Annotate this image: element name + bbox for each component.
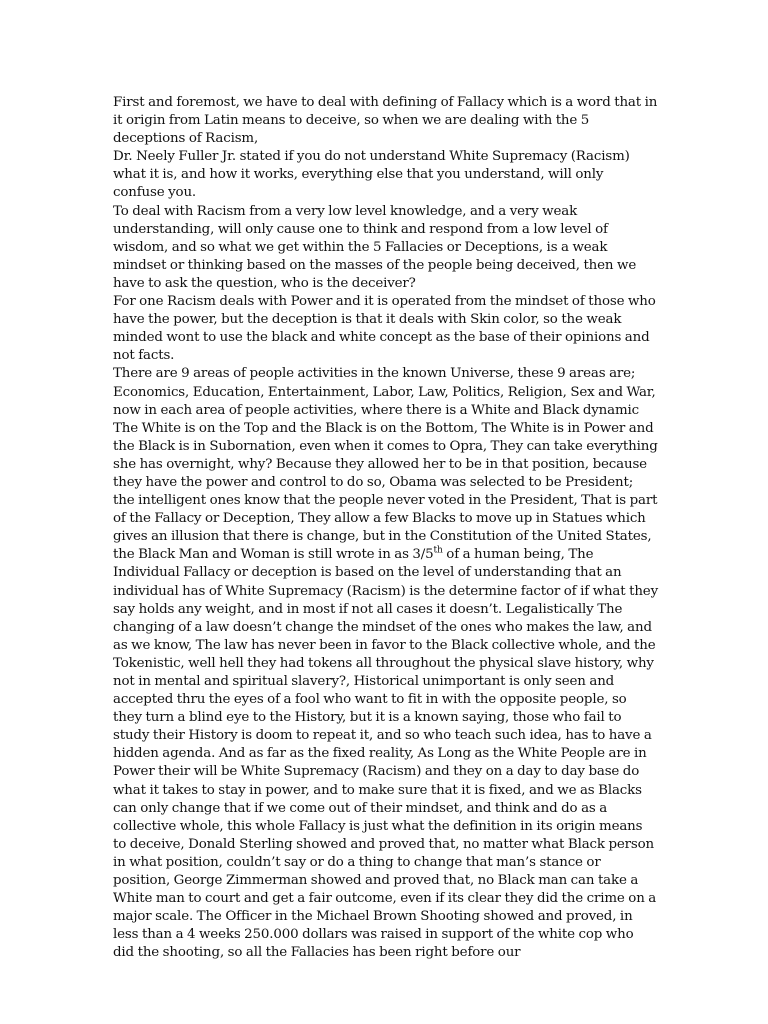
document-body xyxy=(113,94,658,963)
paragraph-low-level-knowledge: To deal with Racism from a very low level knowledge, and a very weak understanding, will only cause one to think and respond from a low level of wisdom, and so what we get within the 5 Fallacies or Deceptions, is a weak mindset or thinking based on the masses of the people being deceived, then we have to ask the question, who is the deceiver? xyxy=(113,203,637,291)
paragraph-racism-power: For one Racism deals with Power and it is operated from the mindset of those who have the power, but the deception is that it deals with Skin color, so the weak minded wont to use the black and white concept as the base of their opinions and not facts. xyxy=(113,294,656,364)
nine-areas-text-part-1: There are 9 areas of people activities in the known Universe, these 9 areas are; Economics, Education, Entertainment, Labor, Law, Politics, Religion, Sex and War, now in each area of people activities, where there is a White and Black dynamic The White is on the Top and the Black is on the Bottom, The White is in Power and the Black is in Subornation, even when it comes to Opra, They can take everything she has overnight, why? Because they allowed her to be in that position, because they have the power and control to do so, Obama was selected to be President; the intelligent ones know that the people never voted in the President, That is part of the Fallacy or Deception, They allow a few Blacks to move up in Statues which gives an illusion that there is change, but in the Constitution of the United States, the Black Man and Woman is still wrote in as 3/5 xyxy=(113,366,658,563)
paragraph-neely-fuller-quote: Dr. Neely Fuller Jr. stated if you do not understand White Supremacy (Racism) what it is, and how it works, everything else that you understand, will only confuse you. xyxy=(113,149,630,201)
nine-areas-text-part-2: of a human being, The Individual Fallacy or deception is based on the level of understanding that an individual has of White Supremacy (Racism) is the determine factor of if what they say holds any weight, and in most if not all cases it doesn’t. Legalistically The changing of a law doesn’t change the mindset of the ones who makes the law, and as we know, The law has never been in favor to the Black collective whole, and the Tokenistic, well hell they had tokens all throughout the physical slave history, why not in mental and spiritual slavery?, Historical unimportant is only seen and accepted thru the eyes of a fool who want to fit in with the opposite people, so they turn a blind eye to the History, but it is a known saying, those who fail to study their History is doom to repeat it, and so who teach such idea, has to have a hidden agenda. And as far as the fixed reality, As Long as the White People are in Power their will be White Supremacy (Racism) and they on a day to day base do what it takes to stay in power, and to make sure that it is fixed, and we as Blacks can only change that if we come out of their mindset, and think and do as a collective whole, this whole Fallacy is just what the definition in its origin means to deceive, Donald Sterling showed and proved that, no matter what Black person in what position, couldn’t say or do a thing to change that man’s stance or position, George Zimmerman showed and proved that, no Black man can take a White man to court and get a fair outcome, even if its clear they did the crime on a major scale. The Officer in the Michael Brown Shooting showed and proved, in less than a 4 weeks 250.000 dollars was raised in support of the white cop who did the shooting, so all the Fallacies has been right before our xyxy=(113,547,658,961)
paragraph-nine-areas xyxy=(113,365,658,962)
paragraph-fallacy-definition: First and foremost, we have to deal with defining of Fallacy which is a word that in it origin from Latin means to deceive, so when we are dealing with the 5 deceptions of Racism, xyxy=(113,95,658,147)
superscript-th: th xyxy=(433,545,443,556)
